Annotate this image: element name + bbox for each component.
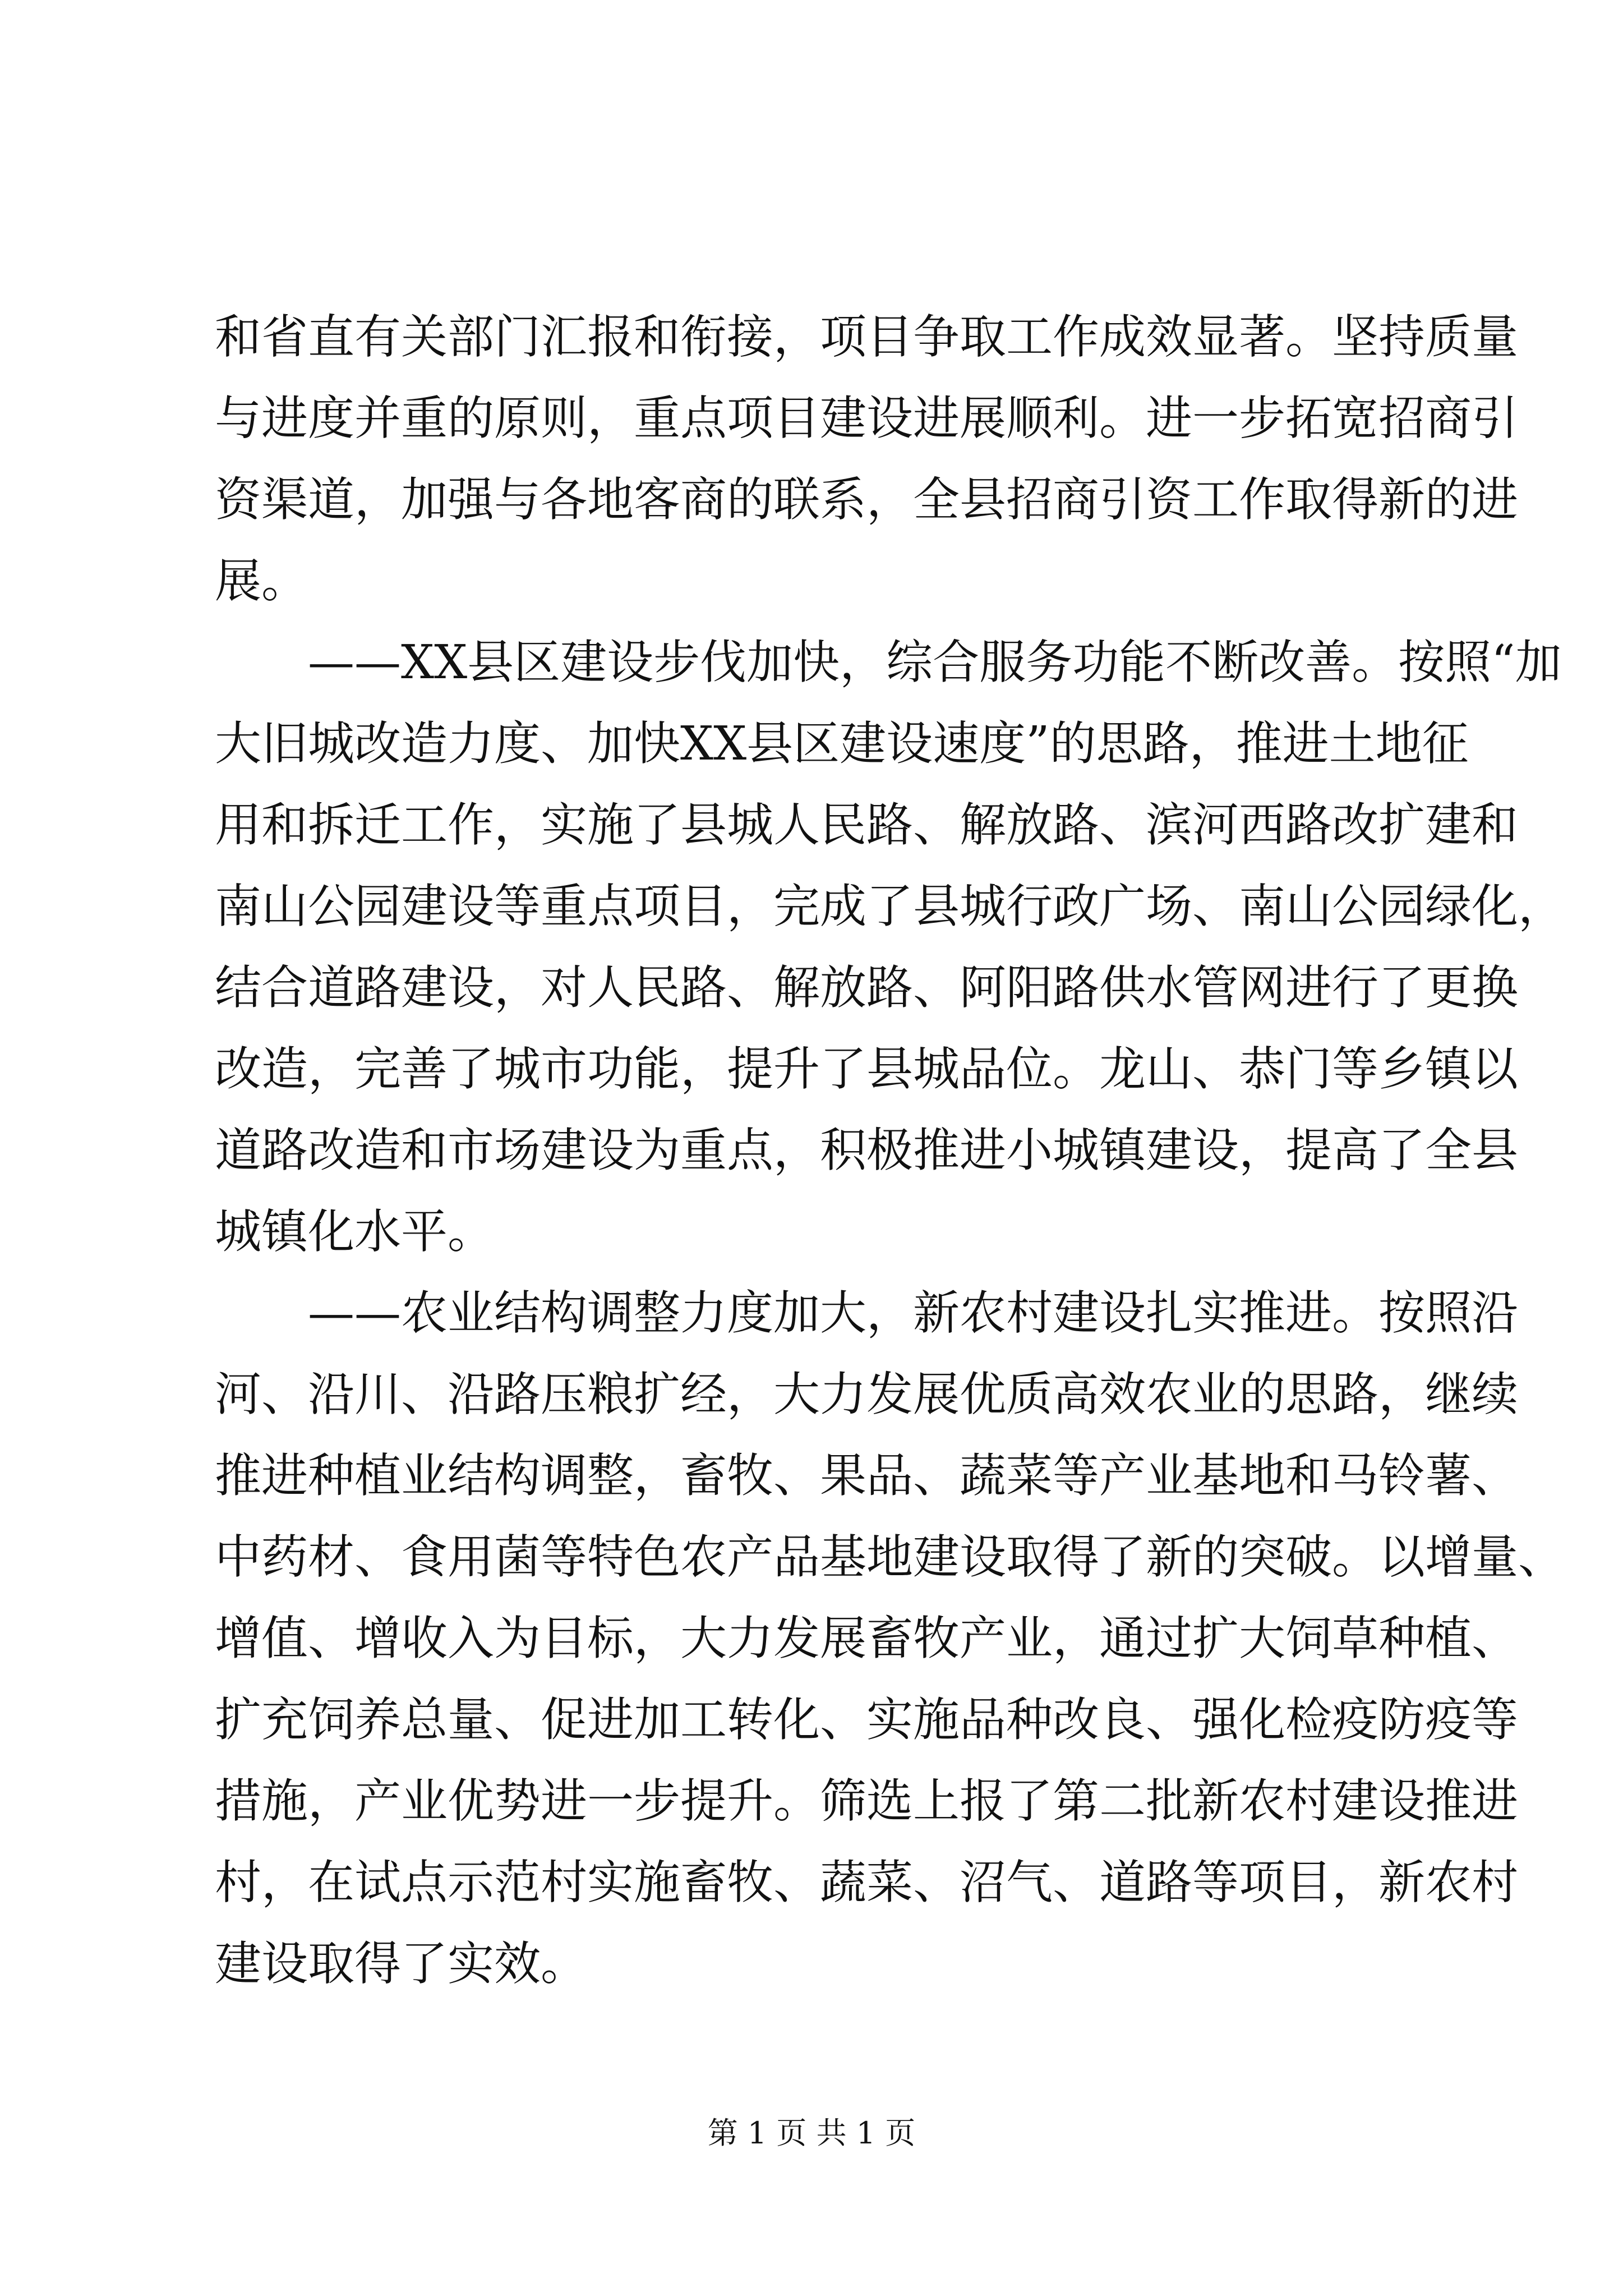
text-line: 改造，完善了城市功能，提升了县城品位。龙山、恭门等乡镇以 <box>215 1042 1518 1096</box>
text-line: 和省直有关部门汇报和衔接，项目争取工作成效显著。坚持质量 <box>215 310 1518 364</box>
text-line: ——XX县区建设步伐加快，综合服务功能不断改善。按照“加 <box>215 635 1562 689</box>
text-line: 城镇化水平。 <box>215 1204 494 1259</box>
text-line: 南山公园建设等重点项目，完成了县城行政广场、南山公园绿化， <box>215 879 1565 933</box>
paragraph-project-work <box>215 296 1518 622</box>
text-line: 中药材、食用菌等特色农产品基地建设取得了新的突破。以增量、 <box>215 1530 1565 1584</box>
text-line: 与进度并重的原则，重点项目建设进展顺利。进一步拓宽招商引 <box>215 391 1518 445</box>
text-line: 增值、增收入为目标，大力发展畜牧产业，通过扩大饲草种植、 <box>215 1611 1518 1665</box>
text-line: 推进种植业结构调整，畜牧、果品、蔬菜等产业基地和马铃薯、 <box>215 1448 1518 1503</box>
text-line: 措施，产业优势进一步提升。筛选上报了第二批新农村建设推进 <box>215 1774 1518 1828</box>
text-line: 河、沿川、沿路压粮扩经，大力发展优质高效农业的思路，继续 <box>215 1367 1518 1421</box>
text-line: 大旧城改造力度、加快XX县区建设速度”的思路，推进土地征 <box>215 716 1469 771</box>
text-line: 用和拆迁工作，实施了县城人民路、解放路、滨河西路改扩建和 <box>215 798 1518 852</box>
paragraph-agriculture <box>215 1272 1565 2004</box>
text-line: 扩充饲养总量、促进加工转化、实施品种改良、强化检疫防疫等 <box>215 1692 1518 1747</box>
text-line: 结合道路建设，对人民路、解放路、阿阳路供水管网进行了更换 <box>215 960 1518 1015</box>
text-line: 资渠道，加强与各地客商的联系，全县招商引资工作取得新的进 <box>215 472 1518 527</box>
document-body <box>215 296 1565 2004</box>
text-line: 道路改造和市场建设为重点，积极推进小城镇建设，提高了全县 <box>215 1123 1518 1177</box>
page-number-footer: 第 1 页 共 1 页 <box>707 2115 916 2151</box>
text-line: 建设取得了实效。 <box>215 1936 587 1991</box>
text-line: ——农业结构调整力度加大，新农村建设扎实推进。按照沿 <box>215 1286 1518 1340</box>
paragraph-county-construction <box>215 622 1565 1272</box>
text-line: 村，在试点示范村实施畜牧、蔬菜、沼气、道路等项目，新农村 <box>215 1855 1518 1910</box>
text-line: 展。 <box>215 554 308 608</box>
